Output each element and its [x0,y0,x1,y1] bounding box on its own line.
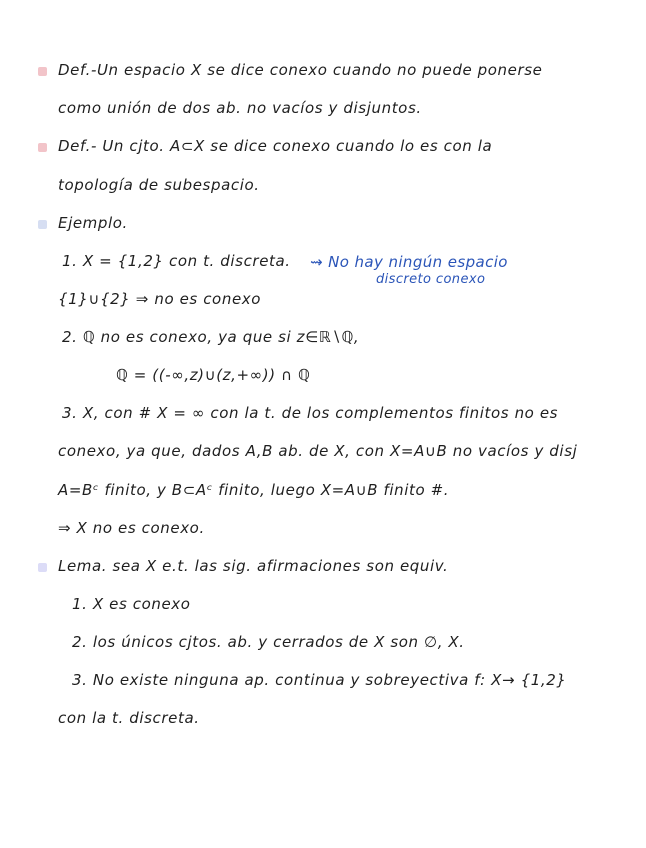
example-heading: Ejemplo. [58,214,128,232]
example-1-conclusion: {1}∪{2} ⇒ no es conexo [58,290,262,308]
example-1-note: ⇝ No hay ningún espacio [310,253,508,271]
definition-subset-line-1: Def.- Un cjto. A⊂X se dice conexo cuando lo es con la [58,137,493,155]
definition-subset-line-2: topología de subespacio. [58,176,260,194]
example-3-line-3: A=Bᶜ finito, y B⊂Aᶜ finito, luego X=A∪B finito #. [58,481,450,499]
lemma-item-1: 1. X es conexo [72,595,191,613]
example-2-formula: ℚ = ((-∞,z)∪(z,+∞)) ∩ ℚ [116,366,311,384]
example-2-line: 2. ℚ no es conexo, ya que si z∈ℝ∖ℚ, [62,328,360,346]
pink-bullet-icon [38,67,47,76]
lavender-bullet-icon [38,563,47,572]
example-3-line-1: 3. X, con # X = ∞ con la t. de los complementos finitos no es [62,404,559,422]
lemma-item-2: 2. los únicos cjtos. ab. y cerrados de X son ∅, X. [72,633,465,651]
example-3-line-2: conexo, ya que, dados A,B ab. de X, con X=A∪B no vacíos y disj [58,442,578,460]
blue-bullet-icon [38,220,47,229]
lemma-heading: Lema. sea X e.t. las sig. afirmaciones son equiv. [58,557,449,575]
example-3-conclusion: ⇒ X no es conexo. [58,519,205,537]
lemma-item-3-line-1: 3. No existe ninguna ap. continua y sobreyectiva f: X→ {1,2} [72,671,567,689]
definition-conexo-line-2: como unión de dos ab. no vacíos y disjuntos. [58,99,422,117]
pink-bullet-icon [38,143,47,152]
example-1-note-continued: discreto conexo [376,272,486,287]
definition-conexo-line-1: Def.-Un espacio X se dice conexo cuando no puede ponerse [58,61,543,79]
lemma-item-3-line-2: con la t. discreta. [58,709,200,727]
example-1-line: 1. X = {1,2} con t. discreta. [62,252,291,270]
